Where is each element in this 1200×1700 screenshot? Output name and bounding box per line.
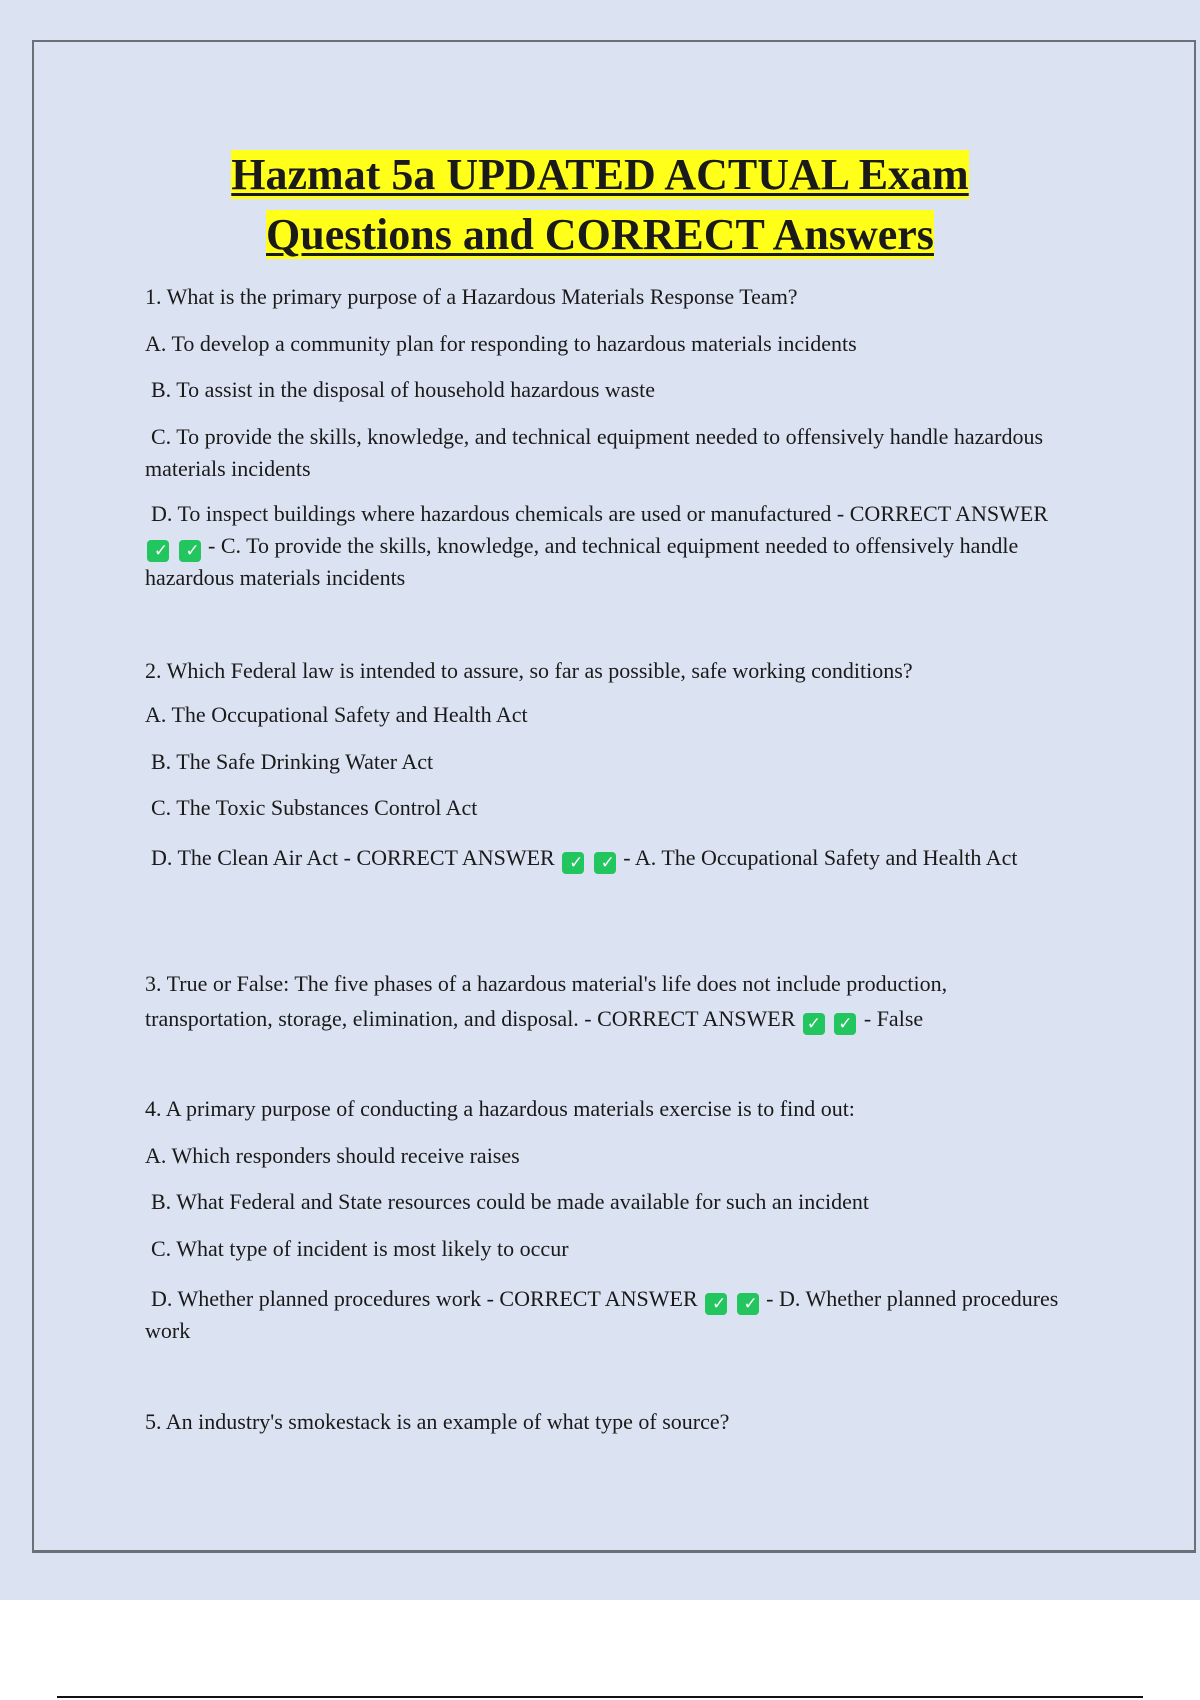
option-a: A. To develop a community plan for responding to hazardous materials incidents (145, 331, 857, 356)
option-d-with-answer (145, 498, 1075, 594)
check-icon: ✓ (594, 852, 616, 874)
correct-answer: - A. The Occupational Safety and Health Act (623, 845, 1018, 870)
question-5: 5. An industry's smokestack is an example of what type of source? (145, 1409, 730, 1434)
correct-answer: - False (863, 1006, 924, 1031)
question-2: 2. Which Federal law is intended to assure, so far as possible, safe working conditions? (145, 658, 913, 683)
title-text: Questions and CORRECT Answers (266, 210, 934, 259)
option-c: C. To provide the skills, knowledge, and technical equipment needed to offensively handle hazardous materials incidents (145, 424, 1044, 481)
check-icon: ✓ (562, 852, 584, 874)
option-d: D. The Clean Air Act - CORRECT ANSWER (151, 845, 555, 870)
check-icon: ✓ (834, 1013, 856, 1035)
question-1: 1. What is the primary purpose of a Hazardous Materials Response Team? (145, 284, 798, 309)
option-a: A. Which responders should receive raises (145, 1143, 520, 1168)
option-d: D. Whether planned procedures work - CORRECT ANSWER (151, 1286, 698, 1311)
footer-divider (57, 1696, 1143, 1698)
check-icon: ✓ (179, 540, 201, 562)
option-c: C. What type of incident is most likely to occur (151, 1236, 569, 1261)
option-b: B. What Federal and State resources could be made available for such an incident (151, 1189, 869, 1214)
option-d-with-answer (145, 842, 1085, 874)
question-4: 4. A primary purpose of conducting a hazardous materials exercise is to find out: (145, 1096, 855, 1121)
option-d: D. To inspect buildings where hazardous chemicals are used or manufactured - CORRECT ANSWER (151, 501, 1048, 526)
option-b: B. To assist in the disposal of household hazardous waste (151, 377, 655, 402)
correct-answer: - D. Whether planned procedures work (145, 1286, 1059, 1343)
question-3 (145, 966, 1075, 1036)
title-text: Hazmat 5a UPDATED ACTUAL Exam (231, 150, 969, 199)
option-b: B. The Safe Drinking Water Act (151, 749, 434, 774)
check-icon: ✓ (803, 1013, 825, 1035)
option-a: A. The Occupational Safety and Health Act (145, 702, 528, 727)
document-title-line-2 (0, 205, 1200, 265)
option-c: C. The Toxic Substances Control Act (151, 795, 478, 820)
check-icon: ✓ (147, 540, 169, 562)
question-text: 3. True or False: The five phases of a hazardous material's life does not include production, transportation, storage, elimination, and disposal. - CORRECT ANSWER (145, 971, 948, 1031)
check-icon: ✓ (705, 1293, 727, 1315)
option-d-with-answer (145, 1283, 1075, 1347)
correct-answer: - C. To provide the skills, knowledge, and technical equipment needed to offensively handle hazardous materials incidents (145, 533, 1019, 590)
check-icon: ✓ (737, 1293, 759, 1315)
document-title-line-1 (0, 145, 1200, 205)
